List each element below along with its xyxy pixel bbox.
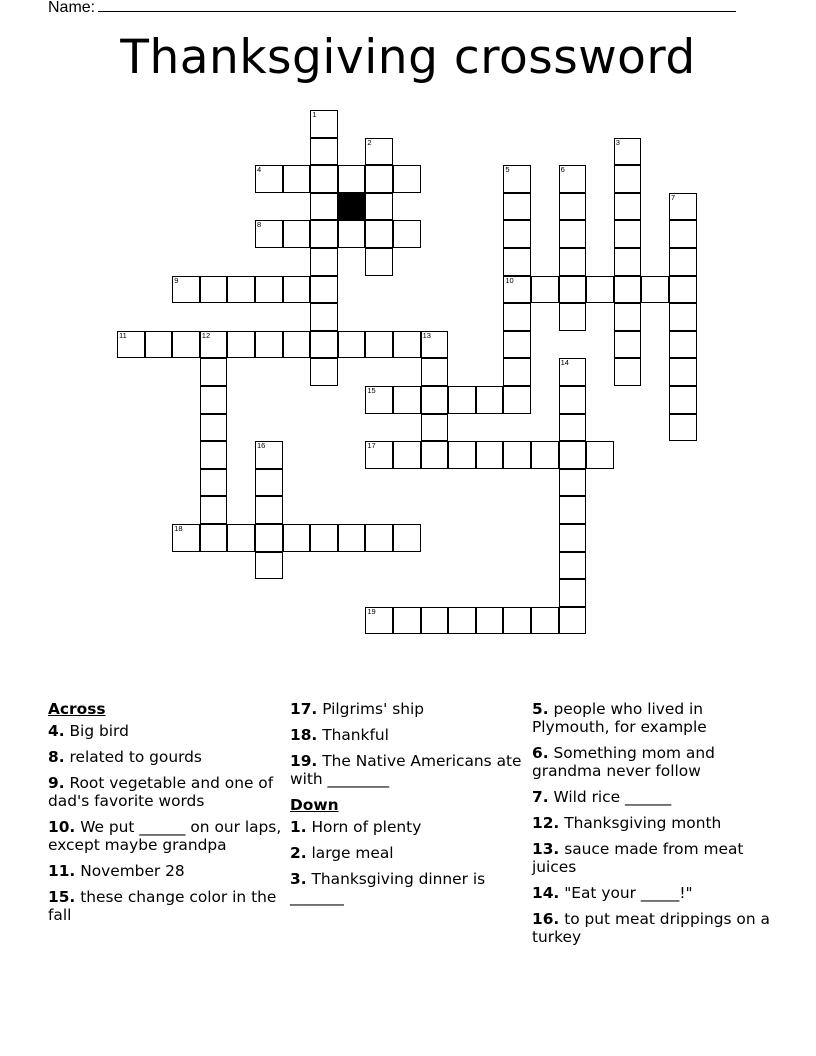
grid-cell[interactable] <box>365 220 393 248</box>
grid-cell[interactable] <box>614 220 642 248</box>
grid-cell[interactable] <box>559 165 587 193</box>
clue-text: to put meat drippings on a turkey <box>532 910 770 946</box>
grid-cell[interactable] <box>227 276 255 304</box>
grid-cell[interactable] <box>310 193 338 221</box>
clue-number: 12 <box>532 814 554 832</box>
grid-cell[interactable] <box>283 220 311 248</box>
grid-cell[interactable] <box>421 441 449 469</box>
grid-cell[interactable] <box>559 193 587 221</box>
grid-cell[interactable] <box>365 441 393 469</box>
clue-item <box>532 910 772 946</box>
grid-cell[interactable] <box>365 524 393 552</box>
grid-cell[interactable] <box>503 220 531 248</box>
grid-cell[interactable] <box>200 331 228 359</box>
grid-cell[interactable] <box>255 220 283 248</box>
grid-cell[interactable] <box>172 276 200 304</box>
grid-cell[interactable] <box>310 220 338 248</box>
grid-cell[interactable] <box>669 220 697 248</box>
grid-cell[interactable] <box>669 193 697 221</box>
clue-number: 18 <box>290 726 312 744</box>
grid-cell[interactable] <box>310 331 338 359</box>
clue-number-dot: . <box>542 744 549 762</box>
clue-number-dot: . <box>553 840 560 858</box>
grid-cell[interactable] <box>614 358 642 386</box>
grid-cell[interactable] <box>669 276 697 304</box>
grid-cell[interactable] <box>393 607 421 635</box>
clue-item <box>290 726 530 744</box>
clue-text: sauce made from meat juices <box>532 840 744 876</box>
grid-cell[interactable] <box>255 441 283 469</box>
grid-cell[interactable] <box>559 303 587 331</box>
clue-number-dot: . <box>300 818 307 836</box>
cell-number: 12 <box>201 330 211 340</box>
grid-cell[interactable] <box>310 110 338 138</box>
clue-number-dot: . <box>311 700 318 718</box>
grid-cell[interactable] <box>200 414 228 442</box>
grid-cell[interactable] <box>614 138 642 166</box>
clue-text: We put ______ on our laps, except maybe grandpa <box>48 818 282 854</box>
grid-cell[interactable] <box>172 331 200 359</box>
grid-cell[interactable] <box>310 248 338 276</box>
grid-cell[interactable] <box>255 331 283 359</box>
grid-cell[interactable] <box>200 469 228 497</box>
clue-item <box>48 862 288 880</box>
clue-text: Thanksgiving month <box>564 814 722 832</box>
grid-cell[interactable] <box>586 276 614 304</box>
grid-cell[interactable] <box>559 469 587 497</box>
grid-cell[interactable] <box>365 165 393 193</box>
grid-cell[interactable] <box>338 524 366 552</box>
grid-cell[interactable] <box>200 386 228 414</box>
grid-cell[interactable] <box>310 165 338 193</box>
clue-item <box>532 744 772 780</box>
cell-number: 6 <box>560 165 565 175</box>
cell-number: 8 <box>257 220 262 230</box>
clue-text: people who lived in Plymouth, for example <box>532 700 707 736</box>
clue-text: Wild rice ______ <box>553 788 672 806</box>
clue-number: 9 <box>48 774 59 792</box>
clue-number-dot: . <box>300 844 307 862</box>
grid-cell[interactable] <box>393 524 421 552</box>
cell-number: 7 <box>671 192 676 202</box>
grid-cell[interactable] <box>559 552 587 580</box>
grid-cell[interactable] <box>559 414 587 442</box>
grid-cell[interactable] <box>503 358 531 386</box>
grid-cell[interactable] <box>669 358 697 386</box>
grid-cell[interactable] <box>586 441 614 469</box>
clue-column-1 <box>48 700 288 932</box>
black-square <box>338 193 366 221</box>
clue-item <box>290 818 530 836</box>
clue-column-2 <box>290 700 530 914</box>
grid-cell[interactable] <box>338 331 366 359</box>
grid-cell[interactable] <box>503 276 531 304</box>
grid-cell[interactable] <box>503 386 531 414</box>
grid-cell[interactable] <box>559 248 587 276</box>
cell-number: 3 <box>615 137 620 147</box>
grid-cell[interactable] <box>614 331 642 359</box>
grid-cell[interactable] <box>255 469 283 497</box>
grid-cell[interactable] <box>117 331 145 359</box>
clue-item <box>290 844 530 862</box>
grid-cell[interactable] <box>310 138 338 166</box>
clue-number: 5 <box>532 700 543 718</box>
grid-cell[interactable] <box>283 331 311 359</box>
clue-text: November 28 <box>80 862 185 880</box>
grid-cell[interactable] <box>338 165 366 193</box>
grid-cell[interactable] <box>503 165 531 193</box>
grid-cell[interactable] <box>421 331 449 359</box>
grid-cell[interactable] <box>614 303 642 331</box>
clue-item <box>532 788 772 806</box>
clue-number: 10 <box>48 818 70 836</box>
clue-number: 3 <box>290 870 301 888</box>
grid-cell[interactable] <box>448 386 476 414</box>
cell-number: 4 <box>257 165 262 175</box>
clue-number: 11 <box>48 862 70 880</box>
grid-cell[interactable] <box>310 524 338 552</box>
clue-item <box>48 774 288 810</box>
grid-cell[interactable] <box>559 358 587 386</box>
grid-cell[interactable] <box>393 220 421 248</box>
clue-number-dot: . <box>311 726 318 744</box>
cell-number: 19 <box>367 606 376 616</box>
grid-cell[interactable] <box>421 386 449 414</box>
grid-cell[interactable] <box>365 138 393 166</box>
grid-cell[interactable] <box>255 276 283 304</box>
clue-item <box>48 722 288 740</box>
clue-number: 4 <box>48 722 59 740</box>
grid-cell[interactable] <box>255 524 283 552</box>
clue-text: these change color in the fall <box>48 888 277 924</box>
grid-cell[interactable] <box>669 303 697 331</box>
clue-number: 17 <box>290 700 312 718</box>
grid-cell[interactable] <box>669 331 697 359</box>
clue-number: 6 <box>532 744 543 762</box>
clue-number: 7 <box>532 788 543 806</box>
clue-item <box>48 748 288 766</box>
grid-cell[interactable] <box>421 414 449 442</box>
grid-cell[interactable] <box>559 579 587 607</box>
grid-cell[interactable] <box>255 165 283 193</box>
clue-text: Root vegetable and one of dad's favorite words <box>48 774 274 810</box>
grid-cell[interactable] <box>310 358 338 386</box>
clue-number-dot: . <box>542 788 549 806</box>
grid-cell[interactable] <box>365 607 393 635</box>
clue-number: 16 <box>532 910 554 928</box>
clue-number-dot: . <box>69 888 76 906</box>
clue-item <box>48 888 288 924</box>
clue-item <box>290 870 530 906</box>
name-label: Name: <box>48 0 96 16</box>
cell-number: 13 <box>422 330 431 340</box>
cell-number: 14 <box>560 358 569 368</box>
cell-number: 10 <box>505 275 514 285</box>
grid-cell[interactable] <box>255 552 283 580</box>
grid-cell[interactable] <box>559 524 587 552</box>
grid-cell[interactable] <box>559 276 587 304</box>
grid-cell[interactable] <box>669 386 697 414</box>
clue-text: Thanksgiving dinner is _______ <box>290 870 486 906</box>
grid-cell[interactable] <box>503 331 531 359</box>
clue-text: "Eat your _____!" <box>564 884 693 902</box>
grid-cell[interactable] <box>531 607 559 635</box>
clue-item <box>532 700 772 736</box>
clue-number-dot: . <box>553 884 560 902</box>
clue-number: 2 <box>290 844 301 862</box>
cell-number: 9 <box>174 275 179 285</box>
grid-cell[interactable] <box>476 607 504 635</box>
grid-cell[interactable] <box>614 193 642 221</box>
grid-cell[interactable] <box>393 386 421 414</box>
grid-cell[interactable] <box>503 248 531 276</box>
grid-cell[interactable] <box>255 496 283 524</box>
grid-cell[interactable] <box>559 496 587 524</box>
clue-number-dot: . <box>58 722 65 740</box>
clue-text: Horn of plenty <box>311 818 422 836</box>
grid-cell[interactable] <box>200 441 228 469</box>
cell-number: 16 <box>257 441 266 451</box>
clue-item <box>532 814 772 832</box>
grid-cell[interactable] <box>503 441 531 469</box>
cell-number: 11 <box>119 330 127 340</box>
grid-cell[interactable] <box>365 193 393 221</box>
page-title: Thanksgiving crossword <box>120 30 696 85</box>
grid-cell[interactable] <box>669 414 697 442</box>
grid-cell[interactable] <box>338 220 366 248</box>
clue-text: Something mom and grandma never follow <box>532 744 715 780</box>
grid-cell[interactable] <box>172 524 200 552</box>
grid-cell[interactable] <box>393 331 421 359</box>
grid-cell[interactable] <box>614 276 642 304</box>
grid-cell[interactable] <box>669 248 697 276</box>
clue-number: 1 <box>290 818 301 836</box>
clue-number: 15 <box>48 888 70 906</box>
clue-item <box>48 818 288 854</box>
grid-cell[interactable] <box>200 358 228 386</box>
grid-cell[interactable] <box>421 358 449 386</box>
grid-cell[interactable] <box>641 276 669 304</box>
grid-cell[interactable] <box>476 386 504 414</box>
clue-number-dot: . <box>553 910 560 928</box>
clue-number: 8 <box>48 748 59 766</box>
clue-item <box>532 840 772 876</box>
cell-number: 5 <box>505 165 510 175</box>
grid-cell[interactable] <box>614 165 642 193</box>
down-heading: Down <box>290 796 339 814</box>
clue-number-dot: . <box>58 748 65 766</box>
grid-cell[interactable] <box>531 276 559 304</box>
clue-text: Pilgrims' ship <box>322 700 425 718</box>
clue-item <box>290 700 530 718</box>
clue-column-3 <box>532 700 772 954</box>
across-heading: Across <box>48 700 106 718</box>
grid-cell[interactable] <box>283 276 311 304</box>
grid-cell[interactable] <box>559 386 587 414</box>
grid-cell[interactable] <box>283 524 311 552</box>
grid-cell[interactable] <box>531 441 559 469</box>
cell-number: 17 <box>367 441 376 451</box>
grid-cell[interactable] <box>227 331 255 359</box>
grid-cell[interactable] <box>503 303 531 331</box>
cell-number: 2 <box>367 137 372 147</box>
grid-cell[interactable] <box>503 607 531 635</box>
grid-cell[interactable] <box>227 524 255 552</box>
grid-cell[interactable] <box>200 496 228 524</box>
grid-cell[interactable] <box>393 441 421 469</box>
clue-number-dot: . <box>553 814 560 832</box>
grid-cell[interactable] <box>310 303 338 331</box>
clue-number: 19 <box>290 752 312 770</box>
grid-cell[interactable] <box>145 331 173 359</box>
clue-number-dot: . <box>311 752 318 770</box>
grid-cell[interactable] <box>614 248 642 276</box>
clue-number-dot: . <box>69 862 76 880</box>
clue-number: 13 <box>532 840 554 858</box>
clue-number-dot: . <box>300 870 307 888</box>
clue-text: Big bird <box>69 722 129 740</box>
clue-number: 14 <box>532 884 554 902</box>
cell-number: 18 <box>174 524 183 533</box>
clue-item <box>532 884 772 902</box>
grid-cell[interactable] <box>448 441 476 469</box>
cell-number: 15 <box>367 386 376 395</box>
grid-cell[interactable] <box>283 165 311 193</box>
clue-text: large meal <box>311 844 394 862</box>
clue-number-dot: . <box>542 700 549 718</box>
grid-cell[interactable] <box>559 220 587 248</box>
clue-text: Thankful <box>322 726 389 744</box>
grid-cell[interactable] <box>200 524 228 552</box>
grid-cell[interactable] <box>200 276 228 304</box>
grid-cell[interactable] <box>503 193 531 221</box>
clue-number-dot: . <box>69 818 76 836</box>
grid-cell[interactable] <box>365 331 393 359</box>
grid-cell[interactable] <box>421 607 449 635</box>
cell-number: 1 <box>312 110 317 119</box>
grid-cell[interactable] <box>393 165 421 193</box>
clue-text: The Native Americans ate with ________ <box>290 752 522 788</box>
grid-cell[interactable] <box>365 386 393 414</box>
clue-number-dot: . <box>58 774 65 792</box>
grid-cell[interactable] <box>310 276 338 304</box>
grid-cell[interactable] <box>365 248 393 276</box>
clue-text: related to gourds <box>69 748 202 766</box>
grid-cell[interactable] <box>448 607 476 635</box>
grid-cell[interactable] <box>476 441 504 469</box>
grid-cell[interactable] <box>559 607 587 635</box>
grid-cell[interactable] <box>559 441 587 469</box>
clue-item <box>290 752 530 788</box>
